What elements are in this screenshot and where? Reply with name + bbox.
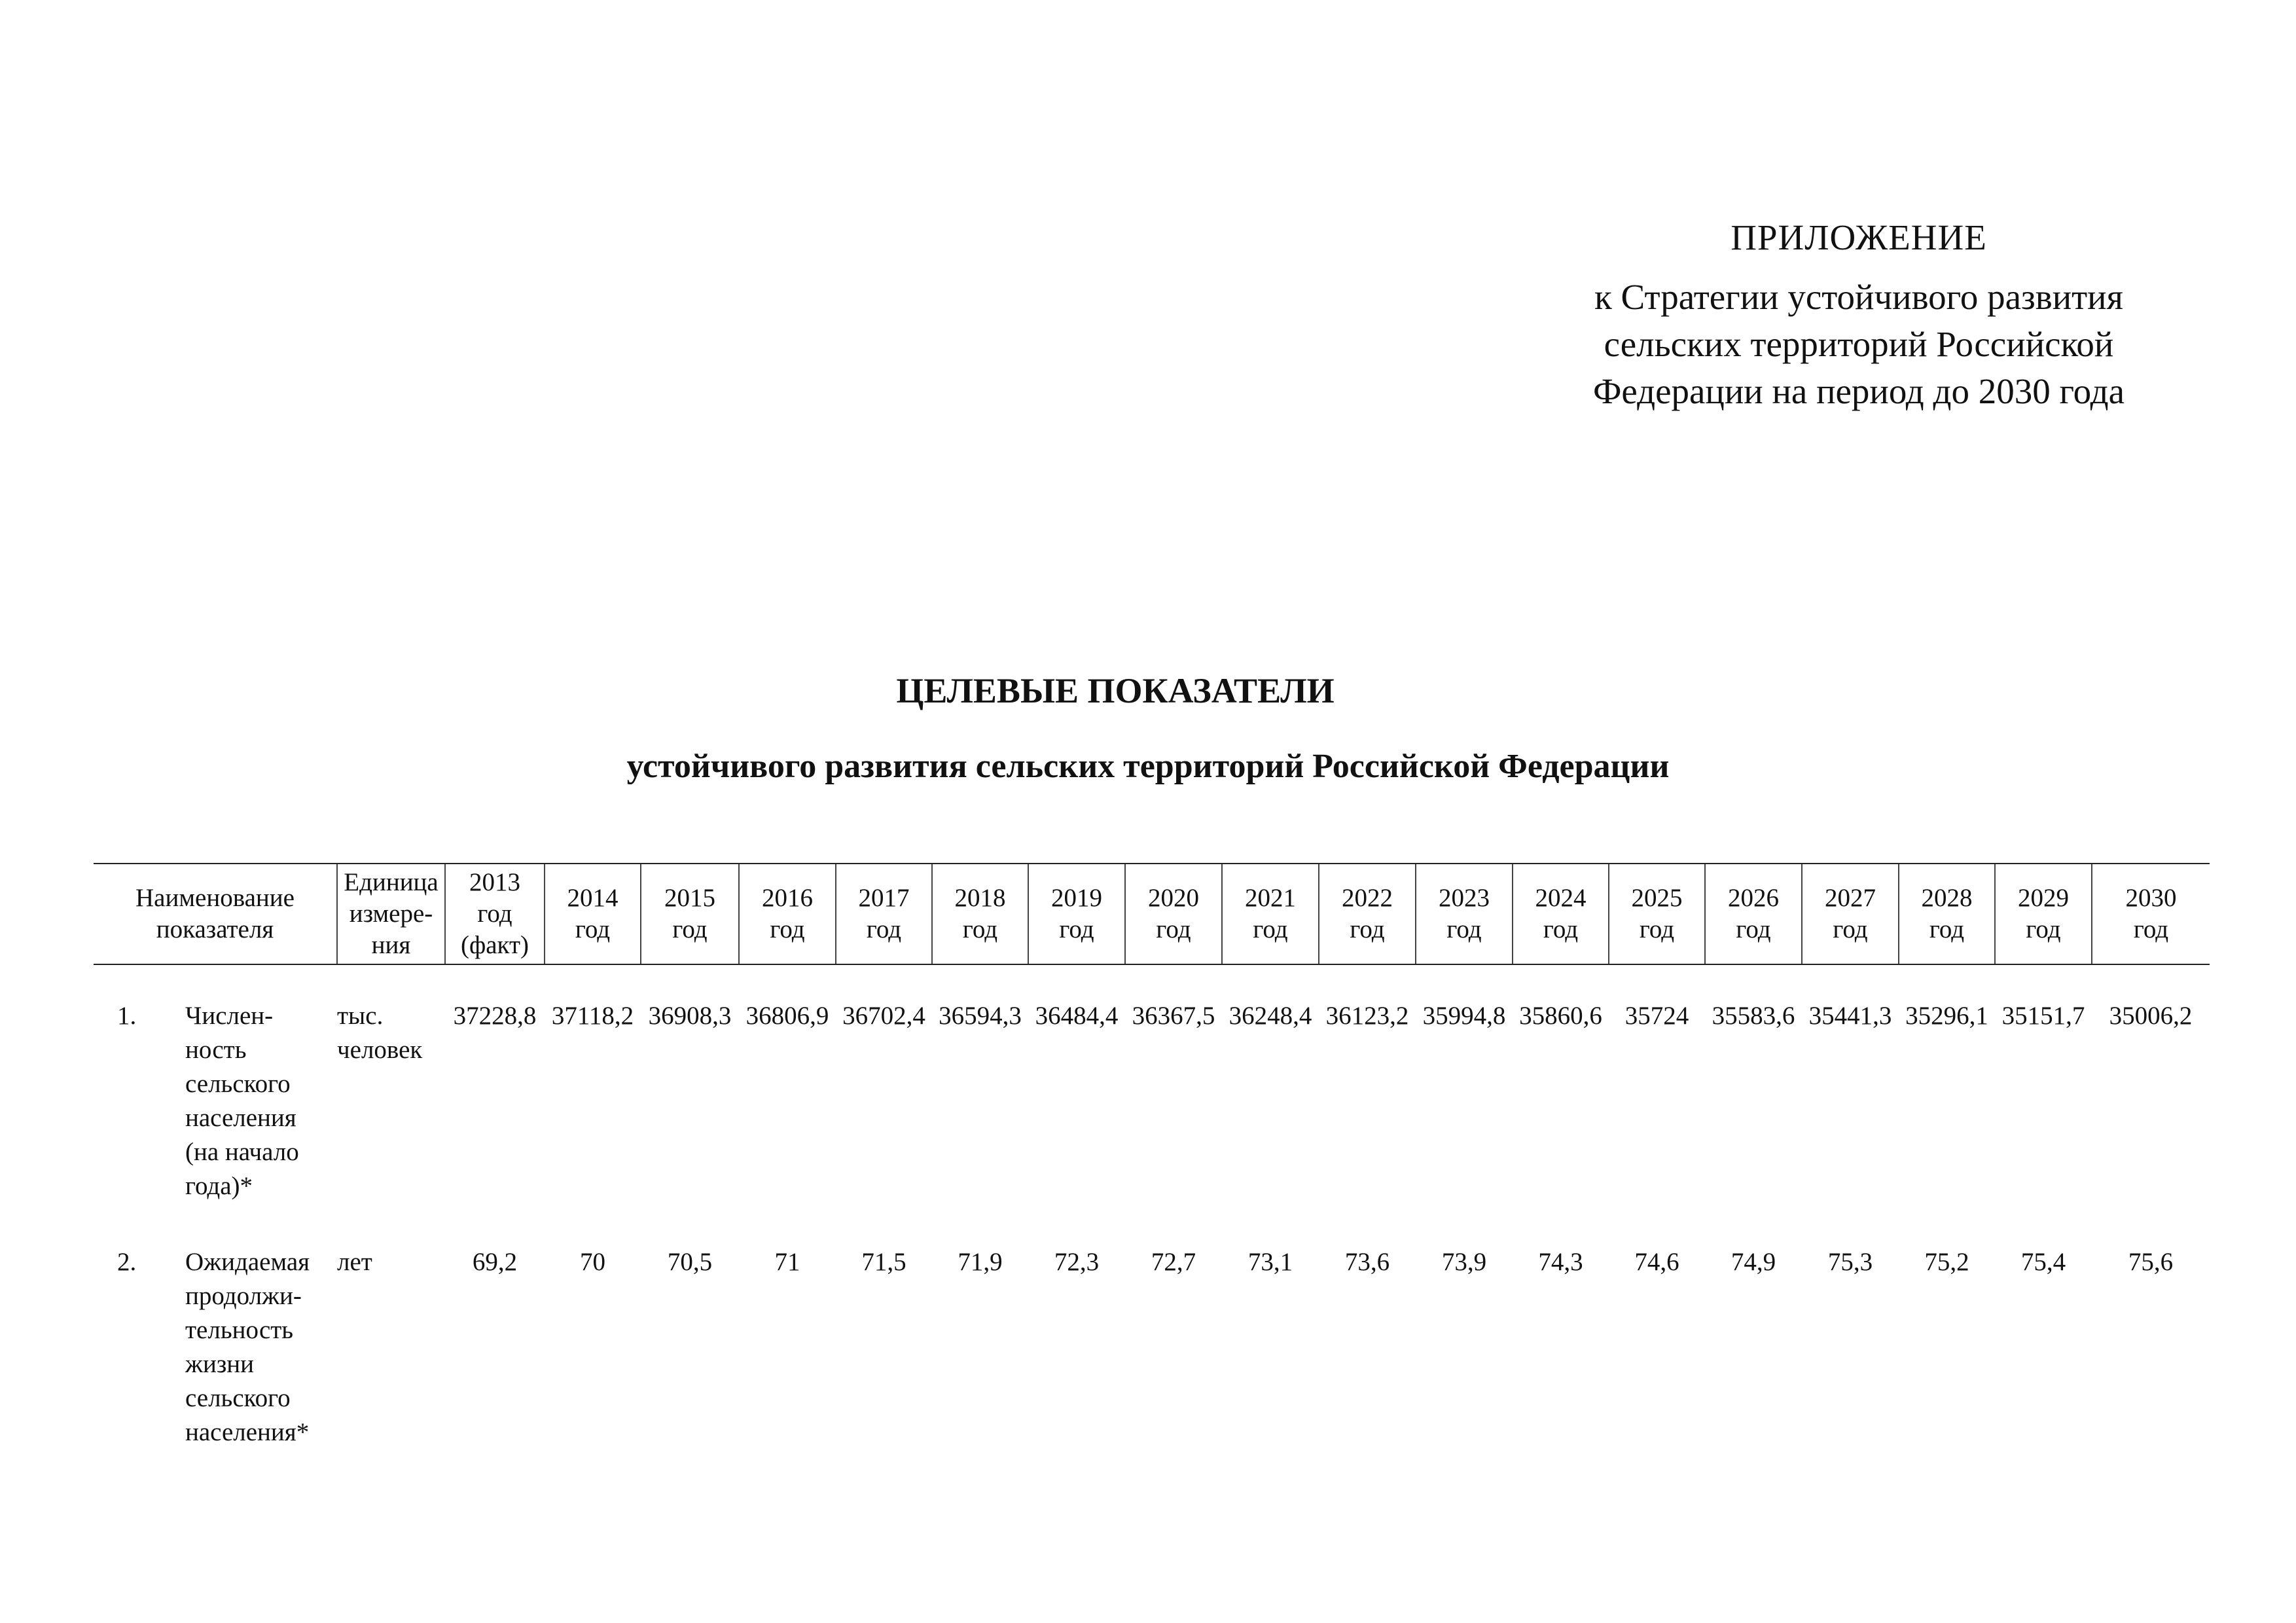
indicator-name-line: жизни <box>185 1350 254 1378</box>
indicator-name-line: тельность <box>185 1316 294 1344</box>
header-year-word: год <box>1929 915 1965 943</box>
value-cell: 70,5 <box>667 1248 713 1276</box>
indicator-name-line: (на начало <box>185 1138 299 1166</box>
header-row <box>94 864 2210 964</box>
unit-cell <box>337 1245 445 1491</box>
value-cell: 73,9 <box>1441 1248 1487 1276</box>
value-cell: 36123,2 <box>1325 1002 1409 1030</box>
value-cell: 75,3 <box>1827 1248 1873 1276</box>
indicator-name-line: Числен- <box>185 1002 274 1030</box>
value-cell: 36908,3 <box>648 1002 732 1030</box>
value-cell: 35583,6 <box>1712 1002 1795 1030</box>
header-year <box>1802 864 1899 964</box>
spacer-cell <box>94 964 2092 999</box>
indicator-name <box>185 1245 337 1491</box>
header-year-word: год <box>1446 915 1482 943</box>
header-year-label: 2021 <box>1245 884 1297 912</box>
header-year-word: год <box>866 915 902 943</box>
value-cell: 37118,2 <box>551 1002 634 1030</box>
value-cell: 35724 <box>1624 1002 1689 1030</box>
appendix-heading: ПРИЛОЖЕНИЕ <box>1731 217 1987 257</box>
header-year-label: 2022 <box>1342 884 1393 912</box>
title-block <box>0 668 2296 790</box>
header-year-label: 2014 <box>567 884 619 912</box>
unit-line: лет <box>337 1248 372 1276</box>
value-cell: 36367,5 <box>1132 1002 1215 1030</box>
value-cell: 35006,2 <box>2109 1002 2193 1030</box>
header-year-word: год <box>2133 915 2169 943</box>
header-name <box>94 864 337 964</box>
header-year <box>1028 864 1125 964</box>
header-year <box>1609 864 1705 964</box>
indicator-name-line: населения* <box>185 1418 310 1446</box>
header-year-word: год <box>1253 915 1288 943</box>
header-year-label: 2025 <box>1631 884 1683 912</box>
indicator-name-line: продолжи- <box>185 1282 302 1310</box>
indicator-name-line: года)* <box>185 1172 253 1200</box>
header-year <box>1705 864 1802 964</box>
header-year <box>445 864 545 964</box>
header-year-word: год <box>770 915 805 943</box>
header-year-label: 2026 <box>1728 884 1780 912</box>
header-year-word: год <box>1350 915 1385 943</box>
header-year-word: год <box>575 915 611 943</box>
header-year-label: 2018 <box>954 884 1006 912</box>
header-year <box>1995 864 2092 964</box>
header-year <box>1513 864 1609 964</box>
appendix-line: к Стратегии устойчивого развития <box>1594 277 2123 317</box>
value-cell: 36806,9 <box>745 1002 829 1030</box>
value-cell: 73,1 <box>1247 1248 1293 1276</box>
header-year <box>1222 864 1319 964</box>
header-year-label: 2023 <box>1439 884 1490 912</box>
document-title: ЦЕЛЕВЫЕ ПОКАЗАТЕЛИ <box>896 671 1335 710</box>
indicator-name-line: сельского <box>185 1070 291 1098</box>
header-year-word: год <box>1639 915 1675 943</box>
header-unit-line: ния <box>371 931 411 959</box>
appendix-line: Федерации на период до 2030 года <box>1592 371 2125 411</box>
table-spacer <box>94 964 2210 999</box>
header-year-label: 2017 <box>858 884 910 912</box>
value-cell: 75,2 <box>1924 1248 1969 1276</box>
value-cell: 35151,7 <box>2001 1002 2085 1030</box>
header-year-word: год <box>672 915 708 943</box>
value-cell: 73,6 <box>1344 1248 1390 1276</box>
value-cell: 71,5 <box>861 1248 906 1276</box>
header-year-word: год <box>1156 915 1191 943</box>
indicator-name-line: населения <box>185 1104 296 1132</box>
value-cell: 69,2 <box>472 1248 518 1276</box>
value-cell: 35441,3 <box>1808 1002 1892 1030</box>
header-year-label: 2024 <box>1535 884 1587 912</box>
header-year <box>1899 864 1995 964</box>
value-cell: 75,4 <box>2020 1248 2066 1276</box>
indicator-name-line: ность <box>185 1036 247 1064</box>
indicator-name <box>185 999 337 1245</box>
header-year <box>932 864 1028 964</box>
value-cell: 35296,1 <box>1905 1002 1988 1030</box>
value-cell: 36484,4 <box>1035 1002 1119 1030</box>
header-unit-line: Единица <box>344 868 439 896</box>
header-year-label: 2030 <box>2125 884 2177 912</box>
header-year-label: 2020 <box>1148 884 1200 912</box>
header-year-label: 2019 <box>1051 884 1103 912</box>
value-cell: 70 <box>580 1248 606 1276</box>
value-cell: 74,9 <box>1731 1248 1776 1276</box>
value-cell: 72,7 <box>1151 1248 1196 1276</box>
header-year-label: 2029 <box>2018 884 2070 912</box>
row-number: 1. <box>117 1002 137 1030</box>
value-cell: 74,6 <box>1634 1248 1679 1276</box>
header-year <box>1319 864 1416 964</box>
unit-line: человек <box>337 1036 423 1064</box>
header-year-word: год <box>477 900 512 928</box>
header-year <box>739 864 836 964</box>
header-year-word: год <box>1059 915 1094 943</box>
value-cell: 75,6 <box>2128 1248 2174 1276</box>
value-cell: 72,3 <box>1054 1248 1100 1276</box>
value-cell: 36702,4 <box>842 1002 925 1030</box>
indicators-table <box>94 863 2210 1491</box>
header-year-word: год <box>962 915 998 943</box>
header-year <box>1125 864 1222 964</box>
header-name-line: Наименование <box>135 884 295 912</box>
header-year <box>1416 864 1513 964</box>
header-unit-line: измере- <box>349 900 433 928</box>
indicator-name-line: Ожидаемая <box>185 1248 310 1276</box>
value-cell: 37228,8 <box>453 1002 537 1030</box>
header-year-word: год <box>1543 915 1579 943</box>
indicator-name-line: сельского <box>185 1384 291 1412</box>
header-year-label: 2027 <box>1825 884 1876 912</box>
header-year-label: 2028 <box>1921 884 1973 912</box>
table-row <box>94 1245 2210 1491</box>
header-year-note: (факт) <box>460 931 529 959</box>
appendix-block <box>1558 215 2160 415</box>
header-year <box>545 864 641 964</box>
row-number: 2. <box>117 1248 137 1276</box>
header-year-label: 2015 <box>664 884 716 912</box>
value-cell: 35994,8 <box>1422 1002 1506 1030</box>
header-year-word: год <box>1736 915 1771 943</box>
table-row <box>94 999 2210 1245</box>
header-year-label: 2013 <box>469 868 521 896</box>
value-cell: 71,9 <box>958 1248 1003 1276</box>
value-cell: 71 <box>774 1248 800 1276</box>
header-year-word: год <box>1833 915 1868 943</box>
header-year <box>641 864 739 964</box>
unit-cell <box>337 999 445 1245</box>
value-cell: 36594,3 <box>939 1002 1022 1030</box>
appendix-line: сельских территорий Российской <box>1604 324 2114 364</box>
header-year-word: год <box>2026 915 2061 943</box>
value-cell: 74,3 <box>1538 1248 1583 1276</box>
document-subtitle: устойчивого развития сельских территорий Российской Федерации <box>626 748 1670 785</box>
header-year <box>836 864 932 964</box>
header-year-label: 2016 <box>762 884 814 912</box>
header-year <box>2092 864 2210 964</box>
header-name-line: показателя <box>156 915 274 943</box>
unit-line: тыс. <box>337 1002 384 1030</box>
header-unit <box>337 864 445 964</box>
value-cell: 35860,6 <box>1519 1002 1602 1030</box>
value-cell: 36248,4 <box>1229 1002 1312 1030</box>
